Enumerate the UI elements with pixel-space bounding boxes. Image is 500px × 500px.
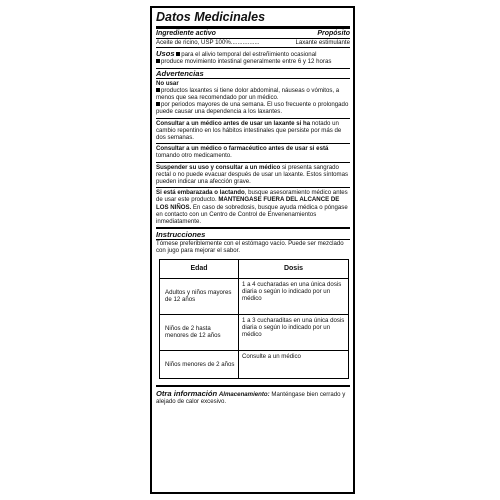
panel-title: Datos Medicinales: [156, 10, 350, 29]
usos-heading: Usos: [156, 49, 175, 59]
table-row: [160, 278, 349, 314]
age-cell: Adultos y niños mayores de 12 años: [160, 278, 239, 314]
dose-cell: 1 a 4 cucharadas en una única dosis diaria o según lo indicado por un médico: [239, 278, 349, 314]
bullet-icon: [156, 88, 160, 92]
consult-pharmacist-block: Consultar a un médico o farmacéutico antes de usar si está tomando otro medicamento.: [156, 144, 350, 162]
storage-label: Almacenamiento:: [218, 390, 270, 398]
no-usar-item: por periodos mayores de una semana. El uso frecuente o prolongado puede causar una dependencia a los laxantes.: [156, 101, 349, 116]
bullet-icon: [176, 52, 180, 56]
dose-cell: Consulte a un médico: [239, 350, 349, 378]
usos-item: para el alivio temporal del estreñimiento ocasional: [181, 51, 317, 59]
advertencias-heading: Advertencias: [156, 68, 204, 78]
ingredient-name: Aceite de ricino, USP 100%.................: [156, 39, 260, 46]
ingredient-row: [156, 39, 350, 48]
consult-doctor-block: Consultar a un médico antes de usar un laxante si ha notado un cambio repentino en los hábitos intestinales que persiste por más de dos semanas.: [156, 119, 350, 145]
table-header-row: [160, 259, 349, 278]
bullet-icon: [156, 102, 160, 106]
no-usar-item: productos laxantes si tiene dolor abdominal, náuseas o vómitos, a menos que sea recomendado por un médico.: [156, 86, 340, 102]
age-cell: Niños de 2 hasta menores de 12 años: [160, 314, 239, 350]
purpose-heading: Propósito: [317, 30, 350, 37]
drug-facts-panel: [150, 6, 355, 494]
advertencias-section: [156, 69, 350, 230]
age-cell: Niños menores de 2 años: [160, 350, 239, 378]
active-ingredient-heading: Ingrediente activo: [156, 30, 216, 37]
ingredient-header: [156, 29, 350, 39]
pregnancy-block: Si está embarazada o lactando, busque asesoramiento médico antes de usar este producto. MANTENGASE FUERA DEL ALCANCE DE LOS NIÑOS. En caso de sobredosis, busque ayuda médica o póngase en contacto con un Centro de Control de Envenenamientos inmediatamente.: [156, 188, 350, 229]
no-usar-block: [156, 78, 350, 119]
no-usar-heading: No usar: [156, 79, 179, 87]
table-header-edad: Edad: [160, 259, 239, 278]
instrucciones-section: [156, 229, 350, 386]
otra-informacion-section: [156, 387, 350, 405]
dose-cell: 1 a 3 cucharaditas en una única dosis diaria o según lo indicado por un médico: [239, 314, 349, 350]
instrucciones-text: Tómese preferiblemente con el estómago vacío. Puede ser mezclado con jugo para mejorar el sabor.: [156, 239, 350, 254]
usos-section: [156, 48, 350, 68]
instrucciones-heading: Instrucciones: [156, 230, 206, 240]
table-row: [160, 314, 349, 350]
usos-item: produce movimiento intestinal generalmente entre 6 y 12 horas: [161, 58, 332, 66]
table-row: [160, 350, 349, 378]
ingredient-purpose: Laxante estimulante: [295, 39, 350, 46]
table-header-dosis: Dosis: [239, 259, 349, 278]
dosage-table: [159, 259, 349, 379]
otra-informacion-heading: Otra información: [156, 388, 218, 398]
stop-use-block: Suspender su uso y consultar a un médico si presenta sangrado rectal o no puede evacuar después de usar un laxante. Estos síntomas pueden indicar una afección grave.: [156, 163, 350, 189]
bullet-icon: [156, 59, 160, 63]
storage-text: Manténgase bien cerrado y alejado de calor excesivo.: [156, 390, 346, 405]
